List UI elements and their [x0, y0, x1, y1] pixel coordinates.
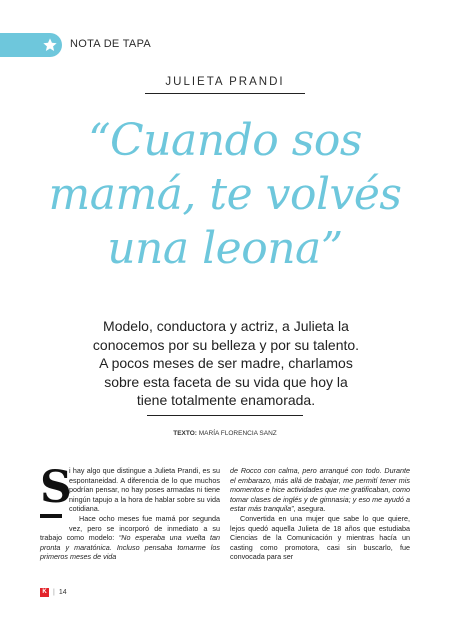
- page-footer: [40, 588, 67, 597]
- lead-paragraph: Modelo, conductora y actriz, a Julieta la conocemos por su belleza y por su talento. A pocos meses de ser madre, charlamos sobre esta faceta de su vida que hoy la tiene totalmente enamorada.: [92, 318, 360, 408]
- dropcap-bar: [40, 514, 62, 518]
- magazine-logo-icon: K: [40, 588, 49, 597]
- body-quote: “No esperaba una vuelta tan pronta y maratónica. Incluso pensaba tomarme los primeros meses de vida: [40, 533, 220, 562]
- body-text: Hace ocho meses fue mamá por segunda vez, pero se incorporó de inmediato a su trabajo como modelo:: [40, 513, 220, 543]
- body-quote: de Rocco con calma, pero arranqué con todo. Durante el embarazo, más allá de trabajar, me permití tener mis momentos e hice actividades que me gratificaban, como tomar clases de inglés y de gimnasia; y eso me ayudó a estar más tranquila”: [230, 466, 410, 514]
- section-label: NOTA DE TAPA: [70, 38, 152, 50]
- body-text: , asegura.: [293, 504, 326, 514]
- author-name: JULIETA PRANDI: [165, 76, 285, 88]
- body-paragraph: Convertida en una mujer que sabe lo que quiere, lejos quedó aquella Julieta de 18 años que estudiaba Ciencias de la Comunicación y mientras hacía un casting como promotora, casi sin buscarlo, fue convocada para ser: [230, 513, 410, 562]
- divider-mid: [147, 415, 303, 416]
- body-paragraph: i hay algo que distingue a Julieta Prandi, es su espontaneidad. A diferencia de lo que muchos podrían pensar, no hay poses armadas ni tiene ningún tapujo a la hora de hablar sobre su vida cotidiana.: [69, 466, 220, 514]
- byline-label: TEXTO:: [173, 430, 197, 437]
- body-paragraph: [230, 466, 410, 514]
- dropcap-block: [40, 462, 72, 524]
- page-number: 14: [58, 589, 67, 596]
- footer-separator: |: [53, 589, 55, 596]
- column-left: [40, 462, 220, 562]
- headline: “Cuando sos mamá, te volvés una leona”: [48, 115, 402, 274]
- byline: [0, 430, 450, 437]
- section-tab: [0, 33, 62, 57]
- star-icon: [42, 37, 58, 53]
- divider-top: [145, 93, 305, 94]
- body-paragraph: [40, 514, 220, 562]
- byline-author: MARÍA FLORENCIA SANZ: [198, 430, 277, 437]
- dropcap: S: [40, 462, 72, 513]
- article-body: [40, 462, 410, 562]
- column-right: [230, 466, 410, 562]
